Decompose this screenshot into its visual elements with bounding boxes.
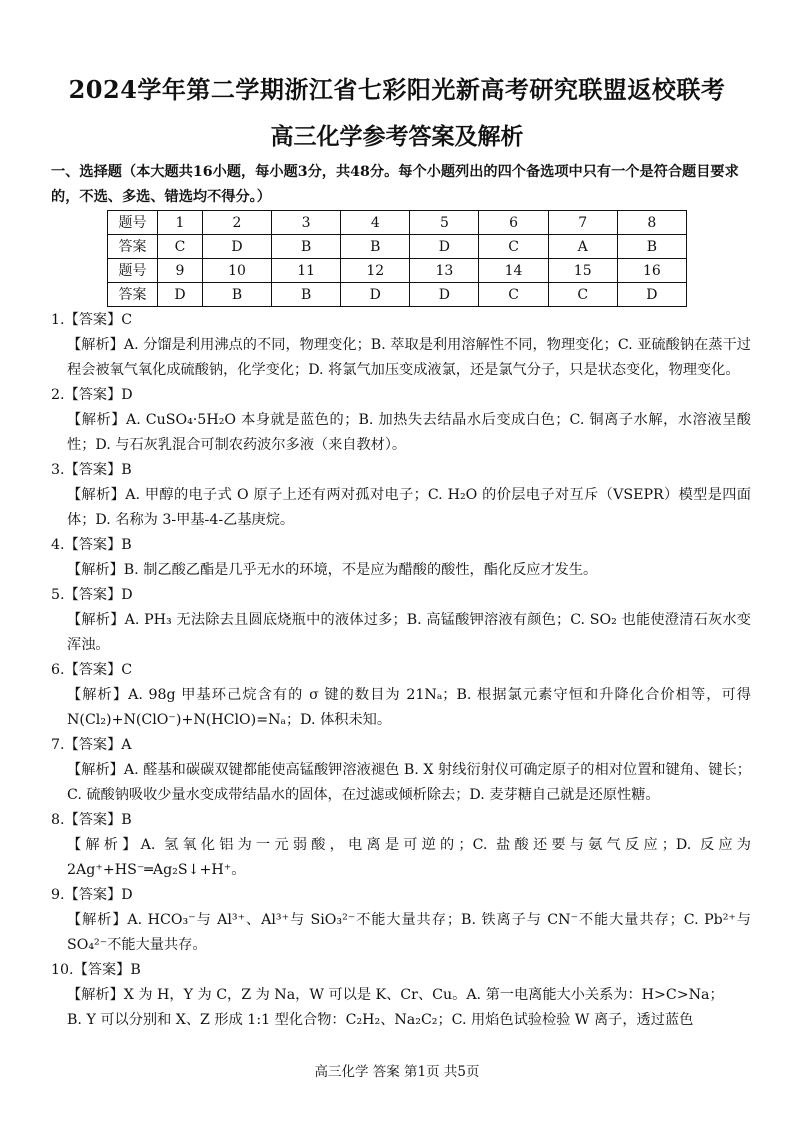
question-item xyxy=(51,533,751,583)
answer-table-cell: 5 xyxy=(410,211,479,235)
question-answer: 2.【答案】D xyxy=(51,387,133,403)
answer-table-header-cell: 答案 xyxy=(108,235,158,259)
page-footer: 高三化学 答案 第1页 共5页 xyxy=(314,1064,480,1080)
answer-table-cell: 12 xyxy=(341,259,410,283)
answer-table-cell: A xyxy=(548,235,617,259)
question-analysis: 【解析】A. 醛基和碳碳双键都能使高锰酸钾溶液褪色 B. X 射线衍射仪可确定原子的相对位置和键角、键长；C. 硫酸钠吸收少量水变成带结晶水的固体，在过滤或倾析除去；D. 麦芽糖自己就是还原性糖。 xyxy=(67,762,751,803)
answer-table-cell: D xyxy=(410,283,479,307)
answer-table-cell: C xyxy=(479,283,548,307)
answer-table-cell: 14 xyxy=(479,259,548,283)
answer-table xyxy=(107,210,687,307)
answer-table-cell: B xyxy=(272,283,341,307)
answer-table-row xyxy=(108,283,687,307)
question-answer: 9.【答案】D xyxy=(51,887,133,903)
answer-table-cell: B xyxy=(202,283,271,307)
question-analysis: 【解析】B. 制乙酸乙酯是几乎无水的环境，不是应为醋酸的酸性，酯化反应才发生。 xyxy=(67,562,598,578)
answer-table-cell: 1 xyxy=(158,211,203,235)
question-item xyxy=(51,883,751,958)
question-item xyxy=(51,383,751,458)
answer-table-cell: C xyxy=(158,235,203,259)
question-item xyxy=(51,308,751,383)
answer-table-cell: 10 xyxy=(202,259,271,283)
answer-table-cell: C xyxy=(548,283,617,307)
answer-table-cell: D xyxy=(410,235,479,259)
answer-table-cell: 6 xyxy=(479,211,548,235)
question-analysis: 【解析】A. HCO₃⁻与 Al³⁺、Al³⁺与 SiO₃²⁻不能大量共存；B. 铁离子与 CN⁻不能大量共存；C. Pb²⁺与 SO₄²⁻不能大量共存。 xyxy=(67,912,751,953)
document-subtitle: 高三化学参考答案及解析 xyxy=(270,123,524,150)
question-analysis-line1: 【解析】X 为 H，Y 为 C，Z 为 Na，W 可以是 K、Cr、Cu。A. 第一电离能大小关系为：H>C>Na； xyxy=(67,987,724,1003)
question-answer: 3.【答案】B xyxy=(51,462,132,478)
answer-table-cell: D xyxy=(617,283,686,307)
question-answer: 4.【答案】B xyxy=(51,537,132,553)
answer-table-header-cell: 题号 xyxy=(108,259,158,283)
question-answer: 7.【答案】A xyxy=(51,737,132,753)
question-analysis: 【解析】A. 分馏是利用沸点的不同，物理变化；B. 萃取是利用溶解性不同，物理变化；C. 亚硫酸钠在蒸干过程会被氧气氧化成硫酸钠，化学变化；D. 将氯气加压变成液氯，还是氯气分子，只是状态变化，物理变化。 xyxy=(67,337,751,378)
answer-table-row xyxy=(108,259,687,283)
answer-table-cell: D xyxy=(202,235,271,259)
answer-table-cell: 2 xyxy=(202,211,271,235)
question-analysis: 【解析】A. PH₃ 无法除去且圆底烧瓶中的液体过多；B. 高锰酸钾溶液有颜色；C. SO₂ 也能使澄清石灰水变浑浊。 xyxy=(67,612,751,653)
question-answer: 6.【答案】C xyxy=(51,662,133,678)
question-analysis: 【解析】A. 氢氧化铝为一元弱酸，电离是可逆的；C. 盐酸还要与氨气反应；D. 反应为 2Ag⁺+HS⁻═Ag₂S↓+H⁺。 xyxy=(67,837,751,878)
question-item xyxy=(51,458,751,533)
question-answer: 8.【答案】B xyxy=(51,812,132,828)
answer-table-header-cell: 题号 xyxy=(108,211,158,235)
question-analysis: 【解析】A. 98g 甲基环己烷含有的 σ 键的数目为 21Nₐ；B. 根据氯元素守恒和升降化合价相等，可得 N(Cl₂)+N(ClO⁻)+N(HClO)=Nₐ；D. 体积未知。 xyxy=(67,687,751,728)
answer-table-cell: D xyxy=(158,283,203,307)
section-intro: 一、选择题（本大题共16小题，每小题3分，共48分。每个小题列出的四个备选项中只有一个是符合题目要求的，不选、多选、错选均不得分。） xyxy=(51,164,739,205)
answer-table-cell: 13 xyxy=(410,259,479,283)
answer-table-cell: 3 xyxy=(272,211,341,235)
question-analysis-line2: B. Y 可以分别和 X、Z 形成 1:1 型化合物：C₂H₂、Na₂C₂；C. 用焰色试验检验 W 离子，透过蓝色 xyxy=(67,1012,694,1028)
answer-table-header-cell: 答案 xyxy=(108,283,158,307)
question-analysis: 【解析】A. 甲醇的电子式 O 原子上还有两对孤对电子；C. H₂O 的价层电子对互斥（VSEPR）模型是四面体；D. 名称为 3-甲基-4-乙基庚烷。 xyxy=(67,487,751,528)
question-item xyxy=(51,733,751,808)
question-item xyxy=(51,958,751,1033)
question-item xyxy=(51,808,751,883)
answer-table-cell: 4 xyxy=(341,211,410,235)
answer-table-cell: D xyxy=(341,283,410,307)
answer-table-cell: 16 xyxy=(617,259,686,283)
answer-table-cell: 11 xyxy=(272,259,341,283)
answer-table-row xyxy=(108,235,687,259)
question-answer: 10.【答案】B xyxy=(51,962,141,978)
answer-table-cell: 7 xyxy=(548,211,617,235)
answer-table-cell: 8 xyxy=(617,211,686,235)
question-answer: 5.【答案】D xyxy=(51,587,133,603)
answer-table-cell: B xyxy=(272,235,341,259)
answer-explanations xyxy=(51,308,751,1033)
question-analysis: 【解析】A. CuSO₄·5H₂O 本身就是蓝色的；B. 加热失去结晶水后变成白色；C. 铜离子水解，水溶液呈酸性；D. 与石灰乳混合可制农药波尔多液（来自教材）。 xyxy=(67,412,751,453)
document-title: 2024学年第二学期浙江省七彩阳光新高考研究联盟返校联考 xyxy=(68,75,726,104)
question-item xyxy=(51,658,751,733)
answer-table-cell: B xyxy=(617,235,686,259)
answer-table-cell: B xyxy=(341,235,410,259)
answer-table-row xyxy=(108,211,687,235)
question-item xyxy=(51,583,751,658)
answer-table-cell: 9 xyxy=(158,259,203,283)
answer-table-cell: C xyxy=(479,235,548,259)
answer-table-cell: 15 xyxy=(548,259,617,283)
question-answer: 1.【答案】C xyxy=(51,312,133,328)
